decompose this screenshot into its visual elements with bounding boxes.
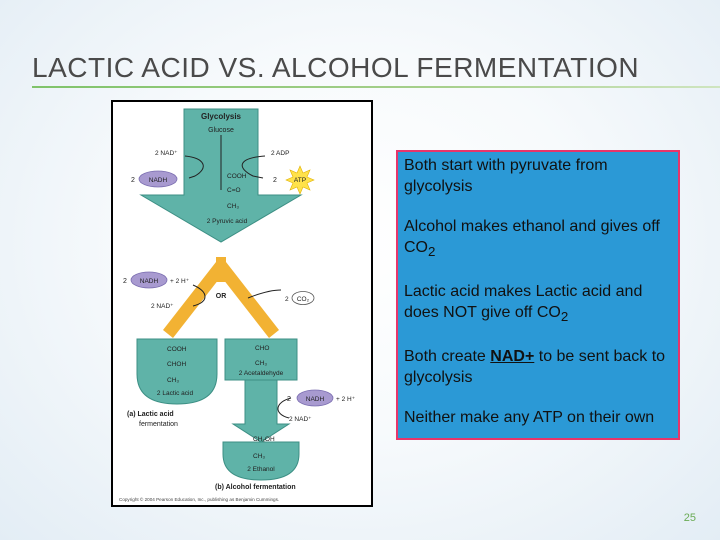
point-atp xyxy=(404,407,672,428)
label-a-line2: fermentation xyxy=(139,421,178,428)
co2-label: CO₂ xyxy=(296,296,310,303)
acetaldehyde-label: 2 Acetaldehyde xyxy=(238,370,284,377)
slide-title: LACTIC ACID VS. ALCOHOL FERMENTATION xyxy=(32,52,640,83)
nadh-label: NADH xyxy=(148,177,168,184)
label-a-line1: (a) Lactic acid xyxy=(127,411,174,418)
point-nad-bold: NAD+ xyxy=(490,348,535,366)
glycolysis-label: Glycolysis xyxy=(200,112,242,121)
point-alcohol-text: Alcohol makes ethanol and gives off CO xyxy=(404,218,660,256)
lactic-ch3: CH₃ xyxy=(167,377,180,384)
fork-left-branch xyxy=(163,262,226,338)
point-pyruvate xyxy=(404,155,672,197)
co2-coef: 2 xyxy=(285,296,289,303)
mid-nadh-label: NADH xyxy=(139,278,159,285)
pyruvate-ch3: CH₃ xyxy=(227,203,240,210)
pyruvate-co: C=O xyxy=(227,187,241,194)
nadh-coef: 2 xyxy=(131,177,135,184)
point-lactic xyxy=(404,281,672,327)
or-label: OR xyxy=(215,293,227,300)
copyright-notice: Copyright © 2004 Pearson Education, Inc., publishing as Benjamin Cummings. xyxy=(119,497,280,502)
pyruvic-acid-label: 2 Pyruvic acid xyxy=(206,218,248,225)
acet-ch3: CH₃ xyxy=(255,360,268,367)
point-lactic-sub: 2 xyxy=(560,309,569,325)
slide-number: 25 xyxy=(683,512,696,524)
point-alcohol-sub: 2 xyxy=(428,244,436,260)
point-alcohol xyxy=(404,216,672,262)
lactic-cooh: COOH xyxy=(167,346,187,353)
right-h-plus: + 2 H⁺ xyxy=(336,396,356,403)
mid-nad-plus: 2 NAD⁺ xyxy=(151,303,174,310)
nad-plus-in: 2 NAD⁺ xyxy=(155,150,178,157)
right-nadh-coef: 2 xyxy=(287,396,291,403)
mid-h-plus: + 2 H⁺ xyxy=(170,278,190,285)
pyruvate-cooh: COOH xyxy=(227,173,247,180)
fermentation-diagram xyxy=(113,102,371,505)
acet-cho: CHO xyxy=(255,345,270,352)
atp-coef: 2 xyxy=(273,177,277,184)
point-nad-post: to be sent back to glycolysis xyxy=(404,348,666,387)
ethanol-label: 2 Ethanol xyxy=(247,466,275,473)
lactic-choh: CHOH xyxy=(167,361,187,368)
fermentation-figure xyxy=(111,100,373,507)
eth-ch2oh: CH₂OH xyxy=(253,436,275,443)
point-pyruvate-text: Both start with pyruvate from glycolysis xyxy=(404,157,608,195)
point-atp-text: Neither make any ATP on their own xyxy=(404,409,655,427)
ethanol-bowl xyxy=(223,442,299,480)
summary-textbox xyxy=(396,150,680,440)
right-nadh-label: NADH xyxy=(305,396,325,403)
eth-ch3: CH₃ xyxy=(253,453,266,460)
mid-nadh-coef: 2 xyxy=(123,278,127,285)
adp-in: 2 ADP xyxy=(271,150,290,157)
lactic-acid-label: 2 Lactic acid xyxy=(156,390,194,397)
fork-right-branch xyxy=(216,262,279,338)
acetaldehyde-to-ethanol-arrow xyxy=(233,380,289,442)
point-nad-pre: Both create xyxy=(404,348,491,366)
label-b: (b) Alcohol fermentation xyxy=(215,484,296,491)
glucose-label: Glucose xyxy=(208,127,234,134)
atp-label: ATP xyxy=(293,177,307,184)
point-lactic-text: Lactic acid makes Lactic acid and does NOT give off CO xyxy=(404,283,643,322)
point-nad xyxy=(404,346,672,388)
right-nad-plus: 2 NAD⁺ xyxy=(289,416,312,423)
title-underline xyxy=(32,86,720,88)
